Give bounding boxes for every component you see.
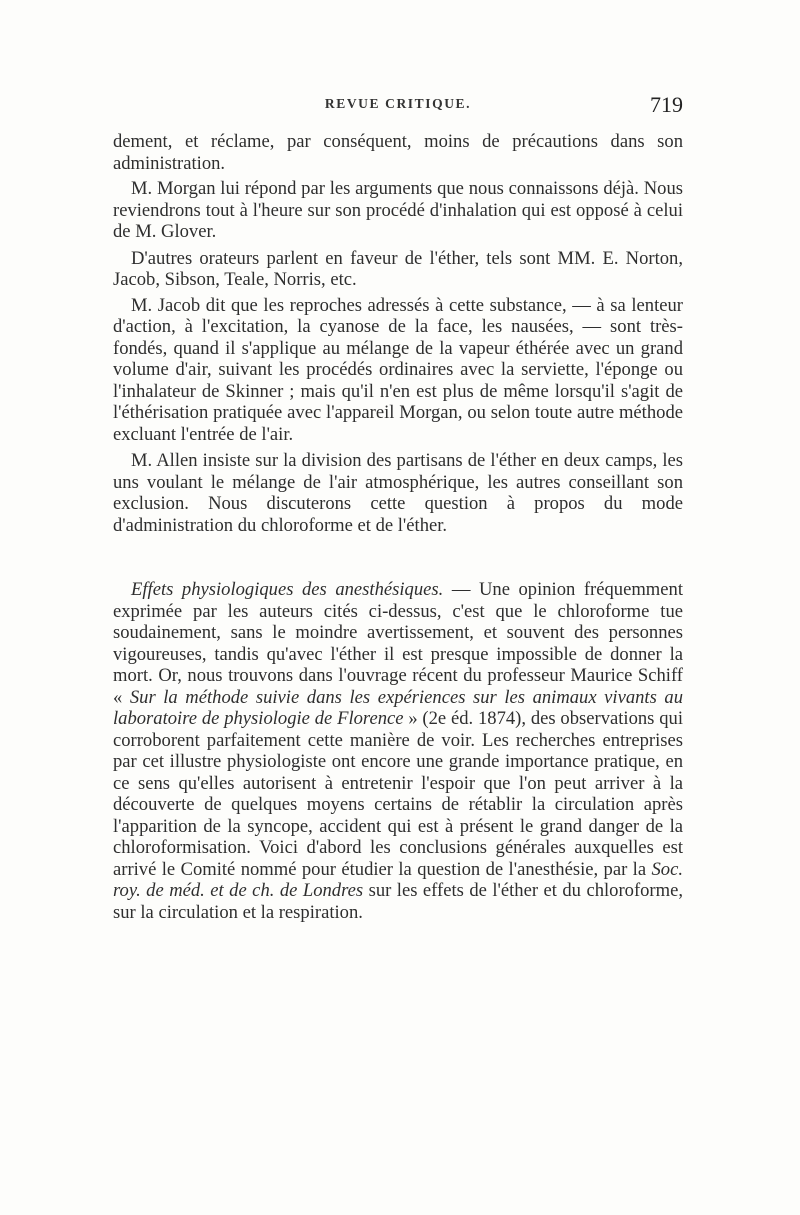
paragraph-continuation: dement, et réclame, par conséquent, moins de précautions dans son administration. [113,131,683,174]
cited-work-title: Sur la méthode suivie dans les expériences sur les animaux vivants au laboratoire de physiologie de Florence [113,686,683,729]
section-heading-italic: Effets physiologiques des anesthésiques. [131,579,444,600]
paragraph-other-speakers: D'autres orateurs parlent en faveur de l'éther, tels sont MM. E. Norton, Jacob, Sibson, Teale, Norris, etc. [113,247,683,290]
running-header [113,92,683,122]
paragraph-jacob: M. Jacob dit que les reproches adressés à cette substance, — à sa lenteur d'action, à l'excitation, la cyanose de la face, les nausées, — sont très-fondés, quand il s'applique au mélange de la vapeur éthérée avec un grand volume d'air, suivant les procédés ordinaires avec la serviette, l'éponge ou l'inhalateur de Skinner ; mais qu'il n'en est plus de même lorsqu'il s'agit de l'éthérisation pratiquée avec l'appareil Morgan, ou selon toute autre méthode excluant l'entrée de l'air. [113,294,683,445]
running-title: REVUE CRITIQUE. [324,96,472,111]
paragraph-allen: M. Allen insiste sur la division des partisans de l'éther en deux camps, les uns voulant le mélange de l'air atmosphérique, les autres conseillant son exclusion. Nous discuterons cette question à propos du mode d'administration du chloroforme et de l'éther. [113,450,683,536]
page-number: 719 [650,92,683,117]
society-name: Soc. roy. de méd. et de ch. de Londres [113,858,683,901]
body-text [113,131,683,923]
paragraph-text: » (2e éd. 1874), des observations qui corroborent parfaitement cette manière de voir. Les recherches entreprises par cet illustre physiologiste ont encore une grande importance pratique, en ce sens qu'elles autorisent à entretenir l'espoir que l'on peut arriver à la découverte de quelques moyens certains de rétablir la circulation après l'apparition de la syncope, accident qui est à présent le grand danger de la chloroformisation. Voici d'abord les conclusions générales auxquelles est arrivé le Comité nommé pour étudier la question de l'anesthésie, par la [113,708,683,880]
paragraph-morgan-reply: M. Morgan lui répond par les arguments que nous connaissons déjà. Nous reviendrons tout à l'heure sur son procédé d'inhalation qui est opposé à celui de M. Glover. [113,178,683,242]
paragraph-text: sur les effets de l'éther et du chloroforme, sur la circulation et la respiration. [113,880,683,923]
paragraph-physiological-effects [113,579,683,923]
paragraph-text: — Une opinion fréquemment exprimée par les auteurs cités ci-dessus, c'est que le chloroforme tue soudainement, sans le moindre avertissement, et souvent des personnes vigoureuses, tandis qu'avec l'éther il est presque impossible de donner la mort. Or, nous trouvons dans l'ouvrage récent du professeur Maurice Schiff « [113,579,683,708]
